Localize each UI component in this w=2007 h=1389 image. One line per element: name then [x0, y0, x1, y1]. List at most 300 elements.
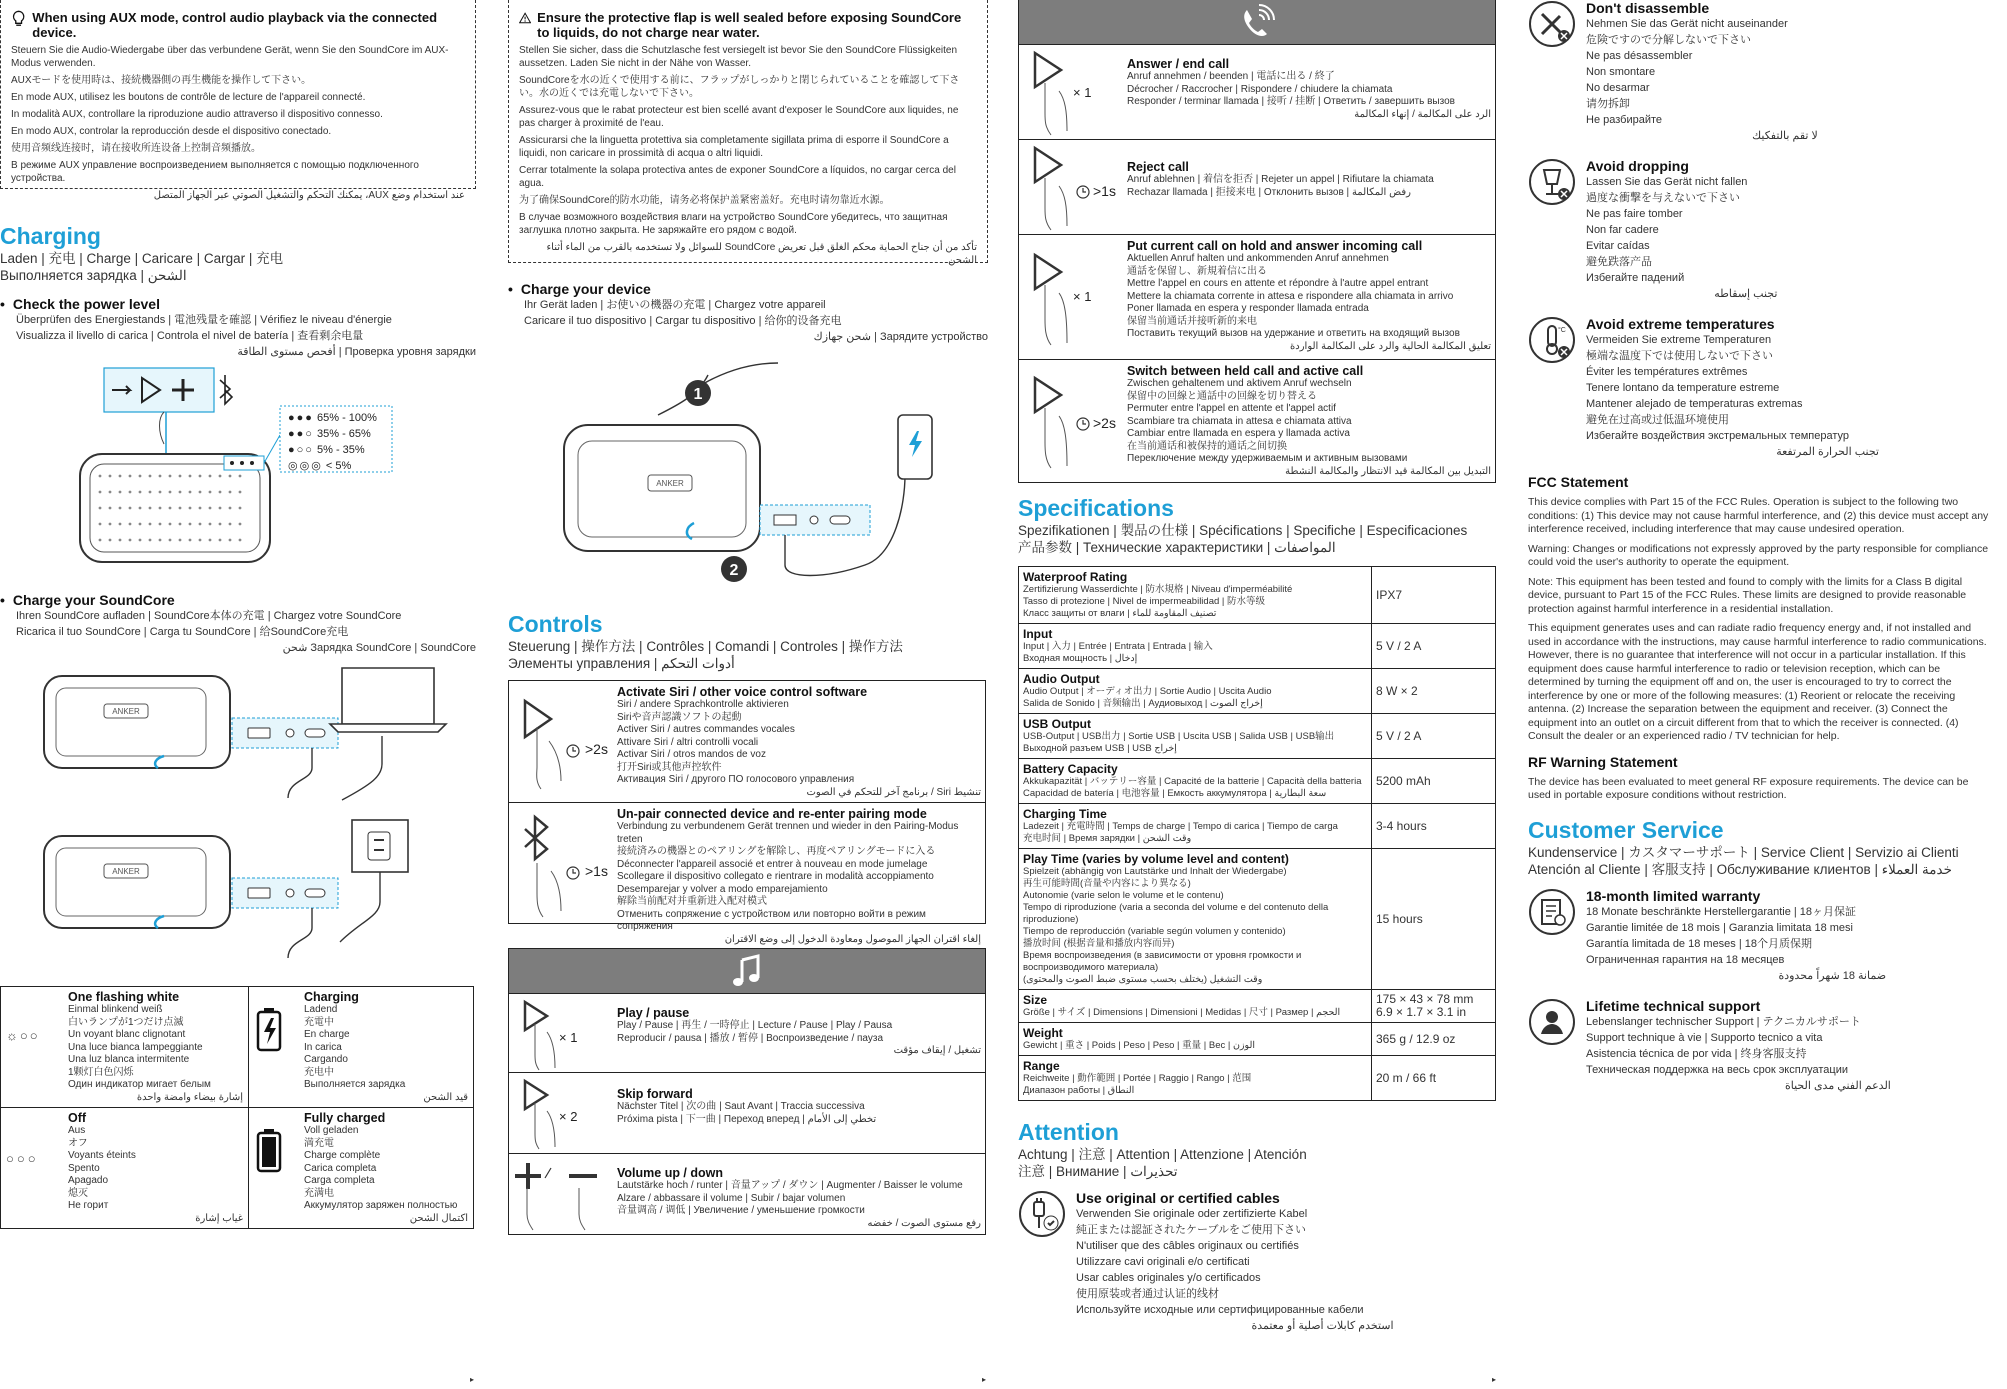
- translation-line: Visualizza il livello di carica | Controla el nivel de batería | 查看剩余电量: [16, 330, 364, 342]
- spec-row: [1019, 714, 1496, 759]
- music-controls-table: [508, 948, 986, 1235]
- translation-line: ضمانة 18 شهراً محدودة: [1778, 969, 1887, 982]
- call-controls-table: [1018, 0, 1496, 483]
- call-row-reject: [1019, 139, 1495, 234]
- spec-label-cell: [1019, 849, 1372, 990]
- phone-call-icon: [1237, 4, 1277, 40]
- warning-dropping-title: Avoid dropping: [1586, 158, 1689, 174]
- translation-line: Anruf ablehnen | 着信を拒否 | Rejeter un appel | Rifiutare la chiamata: [1127, 174, 1434, 185]
- translation-line: Zwischen gehaltenem und aktivem Anruf wechseln: [1127, 378, 1352, 389]
- specs-translations-1: Spezifikationen | 製品の仕様 | Spécifications | Specifiche | Especificaciones: [1018, 523, 1468, 538]
- spec-name: Audio Output: [1023, 672, 1100, 686]
- water-note-translations: [519, 44, 977, 267]
- level-2: 35% - 65%: [317, 428, 371, 440]
- translation-line: 白いランプが1つだけ点滅: [68, 1016, 184, 1028]
- specifications-title: Specifications: [1018, 495, 1174, 521]
- charging-translations-1: Laden | 充电 | Charge | Caricare | Cargar | 充电: [0, 251, 284, 266]
- warranty-certificate-icon: [1528, 888, 1576, 936]
- spec-row: [1019, 669, 1496, 714]
- spec-row: [1019, 849, 1496, 990]
- translation-line: 音量调高 / 调低 | Увеличение / уменьшение громкости: [617, 1205, 865, 1216]
- translation-line: Техническая поддержка на весь срок эксплуатации: [1586, 1063, 1848, 1076]
- translation-line: Lassen Sie das Gerät nicht fallen: [1586, 176, 1748, 188]
- translation-line: Lebenslanger technischer Support | テクニカルサポート: [1586, 1015, 1861, 1028]
- attention-title: Attention: [1018, 1119, 1119, 1145]
- charge-device-label: • Charge your device: [508, 281, 988, 297]
- control-row-siri: [509, 681, 985, 802]
- gesture-label: >1s: [1093, 183, 1116, 199]
- translation-line: Voll geladen: [304, 1125, 359, 1136]
- warning-disassemble-title: Don't disassemble: [1586, 0, 1710, 16]
- spec-translation: Reichweite | 動作範囲 | Portée | Raggio | Rango | 范围: [1023, 1073, 1252, 1084]
- spec-label-cell: [1019, 714, 1372, 759]
- translation-line: تأكد من أن جناح الحماية محكم الغلق قبل تعريض SoundCore للسوائل ولا تستخدمه بالقرب من الماء أثناء الشحن: [546, 242, 977, 266]
- translation-line: 避免在过高或过低温环境使用: [1586, 414, 1729, 426]
- translation-line: Scambiare tra chiamata in attesa e chiamata attiva: [1127, 415, 1352, 427]
- warranty-item: [1528, 888, 2003, 984]
- spec-value: 175 × 43 × 78 mm 6.9 × 1.7 × 3.1 in: [1372, 990, 1496, 1023]
- spec-translation: Salida de Sonido | 音频输出 | Аудиовыход | إخراج الصوت: [1023, 698, 1263, 709]
- spec-label-cell: [1019, 567, 1372, 624]
- fcc-paragraph: This device complies with Part 15 of the FCC Rules. Operation is subject to the following two conditions: (1) This device may not cause harmful interference, and (2) this device must accept any interference received, including interference that may cause undesired operation.: [1528, 496, 1989, 535]
- spec-translation: Größe | サイズ | Dimensions | Dimensioni | Medidas | 尺寸 | Размер | الحجم: [1023, 1007, 1341, 1018]
- svg-text:ANKER: ANKER: [112, 707, 140, 716]
- translation-line: 避免跌落产品: [1586, 256, 1652, 268]
- translation-line: 18 Monate beschränkte Herstellergarantie | 18ヶ月保証: [1586, 905, 1857, 918]
- cables-title: Use original or certified cables: [1076, 1190, 1280, 1206]
- speaker-laptop-charge: [44, 668, 446, 800]
- translation-line: Activer Siri / autres commandes vocales: [617, 724, 795, 735]
- translation-line: En modo AUX, controlar la reproducción desde el dispositivo conectado.: [11, 126, 332, 137]
- fcc-title: FCC Statement: [1528, 474, 1629, 490]
- led-dots-flash-icon: ◎◎◎: [288, 460, 323, 472]
- spec-translation: Gewicht | 重さ | Poids | Peso | Peso | 重量 | Вес | الوزن: [1023, 1040, 1255, 1051]
- translation-line: In modalità AUX, controllare la riproduzione audio attraverso il dispositivo connesso.: [11, 109, 383, 120]
- spec-translation: Ladezeit | 充電時間 | Temps de charge | Tempo di carica | Tiempo de carga: [1023, 821, 1338, 832]
- controls-title: Controls: [508, 611, 603, 637]
- translation-line: 保留当前通话并接听新的来电: [1127, 315, 1257, 327]
- spec-value: 8 W × 2: [1372, 669, 1496, 714]
- music-note-icon: [732, 954, 762, 988]
- translation-line: Desemparejar y volver a modo emparejamiento: [617, 883, 828, 895]
- translation-line: Зарядка SoundCore | SoundCore شحن: [282, 642, 476, 654]
- spec-translation: Autonomie (varie selon le volume et le contenu): [1023, 890, 1224, 901]
- svg-text:°C: °C: [1558, 327, 1566, 334]
- spec-row: [1019, 624, 1496, 669]
- spec-label-cell: [1019, 759, 1372, 804]
- warning-icon: [519, 10, 531, 26]
- translation-line: 充电中: [304, 1066, 334, 1078]
- fcc-paragraph: Warning: Changes or modifications not expressly approved by the party responsible for compliance could void the user's authority to operate the equipment.: [1528, 542, 1989, 568]
- warranty-title: 18-month limited warranty: [1586, 887, 1761, 904]
- led-flashing-icon: ☼○○: [6, 1028, 40, 1043]
- spec-translation: Tasso di protezione | Nivel de impermeabilidad | 防水等级: [1023, 596, 1266, 607]
- spec-value: IPX7: [1372, 567, 1496, 624]
- call-reject-title: Reject call: [1127, 160, 1189, 174]
- translation-line: Не горит: [68, 1200, 109, 1211]
- gesture-label: × 2: [559, 1109, 578, 1124]
- translation-line: Rechazar llamada | 拒接来电 | Отклонить вызов | رفض المكالمة: [1127, 186, 1411, 198]
- spec-name: Waterproof Rating: [1023, 570, 1128, 584]
- cable-icon: [1018, 1190, 1066, 1238]
- translation-line: Voyants éteints: [68, 1150, 136, 1161]
- lightbulb-icon: [11, 10, 26, 28]
- gesture-label: × 1: [1073, 289, 1092, 304]
- translation-line: Asistencia técnica de por vida | 终身客服支持: [1586, 1047, 1807, 1060]
- spec-translation: Capacidad de batería | 电池容量 | Емкость аккумулятора | سعة البطارية: [1023, 788, 1327, 799]
- translation-line: Aus: [68, 1125, 86, 1136]
- level-3: 5% - 35%: [317, 444, 365, 456]
- column-charging: [0, 0, 476, 1389]
- led-cell-one-flashing: [1, 987, 249, 1108]
- translation-line: Carica completa: [304, 1162, 377, 1174]
- charging-translations-2: Выполняется зарядка | الشحن: [0, 268, 187, 283]
- battery-full-icon: [250, 1109, 300, 1227]
- charging-title: Charging: [0, 223, 101, 249]
- translation-line: Spento: [68, 1162, 100, 1174]
- translation-line: اكتمال الشحن: [409, 1212, 468, 1224]
- translation-line: Cerrar totalmente la solapa protectiva antes de exponer SoundCore a líquidos, no cargar cerca del agua.: [519, 165, 956, 189]
- translation-line: Verbindung zu verbundenem Gerät trennen und wieder in den Pairing-Modus treten: [617, 821, 959, 845]
- spec-value: 3-4 hours: [1372, 804, 1496, 849]
- translation-line: 純正または認証されたケーブルをご使用下さい: [1076, 1224, 1307, 1236]
- column-controls: [508, 0, 988, 1389]
- translation-line: الدعم الفني مدى الحياة: [1784, 1079, 1891, 1092]
- fcc-paragraph: Note: This equipment has been tested and found to comply with the limits for a Class B digital device, pursuant to Part 15 of the FCC Rules. These limits are designed to provide reasonable protection against harmful interference in a residential installation.: [1528, 575, 1967, 615]
- translation-line: Tenere lontano da temperature estreme: [1586, 382, 1780, 394]
- specs-translations-2: 产品参数 | Технические характеристики | المواصفات: [1018, 540, 1336, 555]
- spec-name: Play Time (varies by volume level and content): [1023, 852, 1289, 866]
- spec-label-cell: [1019, 1023, 1372, 1056]
- translation-line: 在当前通话和被保持的通话之间切换: [1127, 440, 1287, 452]
- led-off-title: Off: [68, 1111, 87, 1125]
- translation-line: 充電中: [304, 1016, 334, 1028]
- translation-line: Используйте исходные или сертифицированные кабели: [1076, 1304, 1364, 1316]
- spec-value: 5 V / 2 A: [1372, 624, 1496, 669]
- spec-translation: Выходной разъем USB | USB إخراج: [1023, 743, 1177, 754]
- spec-translation: وقت التشغيل (يختلف بحسب مستوى ضبط الصوت والمحتوى): [1023, 974, 1263, 985]
- translation-line: オフ: [68, 1137, 88, 1149]
- translation-line: عند استخدام وضع AUX، يمكنك التحكم والتشغيل الصوتي عبر الجهاز المتصل: [153, 190, 465, 201]
- translation-line: Ne pas désassembler: [1586, 50, 1693, 62]
- spec-translation: Spielzeit (abhängig von Lautstärke und Inhalt der Wiedergabe): [1023, 866, 1287, 877]
- led-status-table: [0, 986, 474, 1229]
- controls-translations-2: Элементы управления | أدوات التحكم: [508, 656, 735, 671]
- spec-label-cell: [1019, 624, 1372, 669]
- translation-line: إشارة بيضاء وامضة واحدة: [136, 1091, 243, 1103]
- call-row-hold: [1019, 234, 1495, 359]
- power-level-figure: [0, 360, 476, 588]
- translation-line: 過度な衝撃を与えないで下さい: [1586, 192, 1740, 204]
- aux-note-translations: [11, 44, 465, 202]
- translation-line: Déconnecter l'appareil associé et entrer à nouveau en mode jumelage: [617, 858, 928, 870]
- call-answer-title: Answer / end call: [1127, 57, 1230, 71]
- translation-line: Carga completa: [304, 1175, 375, 1186]
- led-one-flashing-title: One flashing white: [68, 990, 180, 1004]
- water-note: [508, 0, 988, 266]
- translation-line: Избегайте воздействия экстремальных температур: [1586, 430, 1849, 442]
- translation-line: Un voyant blanc clignotant: [68, 1029, 186, 1040]
- translation-line: Alzare / abbassare il volume | Subir / bajar volumen: [617, 1192, 846, 1204]
- spec-name: Charging Time: [1023, 807, 1107, 821]
- translation-line: تجنب إسقاطه: [1714, 288, 1778, 300]
- spec-translation: Zertifizierung Wasserdichte | 防水規格 | Niveau d'imperméabilité: [1023, 584, 1293, 595]
- translation-line: Evitar caídas: [1586, 240, 1650, 252]
- translation-line: Cargando: [304, 1054, 348, 1065]
- translation-line: Apagado: [68, 1175, 109, 1186]
- translation-line: Utilizzare cavi originali e/o certificati: [1076, 1256, 1250, 1268]
- spec-translation: Время воспроизведения (в зависимости от уровня громкости и воспроизводимого материала): [1023, 950, 1302, 973]
- spec-translation: Akkukapazität | バッテリー容量 | Capacité de la batterie | Capacità della batteria: [1023, 776, 1362, 787]
- translation-line: Mettre l'appel en cours en attente et répondre à l'autre appel entrant: [1127, 278, 1429, 289]
- translation-line: Nehmen Sie das Gerät nicht auseinander: [1586, 18, 1788, 30]
- translation-line: 为了确保SoundCore的防水功能，请务必将保护盖紧密盖好。充电时请勿靠近水源。: [519, 195, 890, 206]
- translation-line: Mettere la chiamata corrente in attesa e rispondere alla chiamata in arrivo: [1127, 290, 1454, 302]
- translation-line: Próxima pista | 下一曲 | Переход вперед | تخطي إلى الأمام: [617, 1113, 877, 1125]
- translation-line: Cambiar entre llamada en espera y llamada activa: [1127, 428, 1350, 439]
- translation-line: Ограниченная гарантия на 18 месяцев: [1586, 953, 1785, 966]
- glass-icon: [1528, 158, 1576, 206]
- translation-line: Один индикатор мигает белым: [68, 1079, 211, 1090]
- aux-note-title: When using AUX mode, control audio playback via the connected device.: [32, 10, 438, 40]
- control-row-skip: [509, 1072, 985, 1153]
- translation-line: Ladend: [304, 1004, 338, 1015]
- translation-line: Ihr Gerät laden | お使いの機器の充電 | Chargez votre appareil: [524, 299, 826, 311]
- translation-line: استخدم كابلات أصلية أو معتمدة: [1251, 1320, 1394, 1332]
- spec-translation: Диапазон работы | النطاق: [1023, 1085, 1135, 1096]
- led-cell-off: [1, 1108, 249, 1229]
- translation-line: AUXモードを使用時は、接続機器側の再生機能を操作して下さい。: [11, 75, 312, 86]
- translation-line: Una luce bianca lampeggiante: [68, 1041, 203, 1053]
- spec-name: Battery Capacity: [1023, 762, 1118, 776]
- charge-soundcore-label: • Charge your SoundCore: [0, 592, 476, 608]
- spec-label-cell: [1019, 669, 1372, 714]
- warning-disassemble: [1528, 0, 2003, 144]
- attention-translations-1: Achtung | 注意 | Attention | Attenzione | Atención: [1018, 1147, 1307, 1162]
- translation-line: En charge: [304, 1029, 350, 1040]
- spec-name: Weight: [1023, 1026, 1063, 1040]
- spec-row: [1019, 1056, 1496, 1101]
- led-full-title: Fully charged: [304, 1111, 386, 1125]
- spec-value: 365 g / 12.9 oz: [1372, 1023, 1496, 1056]
- customer-service-title: Customer Service: [1528, 816, 1724, 843]
- spec-translation: 充电时间 | Время зарядки | وقت الشحن: [1023, 833, 1192, 844]
- speaker-adapter-charge: [44, 820, 408, 958]
- aux-note: [0, 0, 476, 201]
- translation-line: 请勿拆卸: [1586, 98, 1630, 110]
- control-row-volume: [509, 1153, 985, 1234]
- translation-line: Éviter les températures extrêmes: [1586, 366, 1748, 378]
- translation-line: Verwenden Sie originale oder zertifizierte Kabel: [1076, 1208, 1308, 1220]
- spec-translation: 再生可能時間(音量や内容により異なる): [1023, 878, 1191, 889]
- translation-line: رفع مستوى الصوت / خفضه: [867, 1217, 981, 1229]
- translation-line: Lautstärke hoch / runter | 音量アップ / ダウン | Augmenter / Baisser le volume: [617, 1180, 963, 1191]
- translation-line: Активация Siri / другого ПО голосового управления: [617, 774, 855, 785]
- spec-name: USB Output: [1023, 717, 1091, 731]
- support-person-icon: [1528, 998, 1576, 1046]
- led-dots-two-icon: ●●○: [288, 428, 314, 440]
- translation-line: 打开Siri或其他声控软件: [617, 761, 722, 773]
- translation-line: SoundCoreを水の近くで使用する前に、フラップがしっかりと閉じられていることを確認して下さい。水の近くでは充電しないで下さい。: [519, 75, 960, 99]
- translation-line: Не разбирайте: [1586, 114, 1663, 126]
- control-row-play-pause: [509, 993, 985, 1072]
- control-siri-title: Activate Siri / other voice control software: [617, 685, 868, 699]
- translation-line: 使用音频线连接时，请在接收所连设备上控制音频播放。: [11, 143, 261, 154]
- voice-controls-table: [508, 680, 986, 945]
- control-row-unpair: [509, 802, 985, 945]
- spec-label-cell: [1019, 804, 1372, 849]
- spec-translation: 播放时间 (根据音量和播放内容而异): [1023, 938, 1175, 949]
- page-marker: ▸: [1492, 1375, 1497, 1384]
- translation-line: 満充電: [304, 1137, 334, 1149]
- translation-line: Аккумулятор заряжен полностью: [304, 1200, 458, 1211]
- warning-temperature: [1528, 316, 2003, 460]
- translation-line: Siri / andere Sprachkontrolle aktivieren: [617, 699, 789, 710]
- warning-dropping: [1528, 158, 2003, 302]
- fcc-paragraph: This equipment generates uses and can radiate radio frequency energy and, if not installed and used in accordance with the instructions, may cause harmful interference to radio communications. However, there is no guarantee that interference will not occur in a particular installation. If this equipment does cause harmful interference to radio or television reception, which can be determined by turning the equipment off and on, the user is encouraged to try to correct the interference by one or more of the following measures: (1) Reorient or relocate the receiving antenna. (2) Increase the separation between the equipment and receiver. (3) Connect the equipment into an outlet on a circuit different from that to which the receiver is connected. (4) Consult the dealer or an experienced radio / TV technician for help.: [1528, 622, 1987, 742]
- translation-line: 極端な温度下では使用しないで下さい: [1586, 350, 1773, 362]
- charge-soundcore-translations: [16, 608, 476, 656]
- spec-value: 5200 mAh: [1372, 759, 1496, 804]
- spec-row: [1019, 804, 1496, 849]
- support-item: [1528, 998, 2003, 1094]
- call-row-switch: [1019, 359, 1495, 482]
- translation-line: 解除当前配对并重新进入配对模式: [617, 896, 767, 907]
- music-header: [509, 949, 985, 993]
- translation-line: تشغيل / إيقاف مؤقت: [893, 1045, 981, 1056]
- translation-line: الرد على المكالمة / إنهاء المكالمة: [1354, 108, 1491, 120]
- spec-row: [1019, 759, 1496, 804]
- translation-line: Poner llamada en espera y responder llamada entrada: [1127, 303, 1369, 314]
- translation-line: Переключение между удерживаемым и активным вызовами: [1127, 453, 1408, 464]
- translation-line: Assicurarsi che la linguetta protettiva sia completamente sigillata prima di esporre il SoundCore a liquidi, non caricare in prossimità di acqua o altri liquidi.: [519, 135, 949, 159]
- call-header: [1019, 0, 1495, 44]
- speaker-top-illustration: [0, 360, 476, 588]
- translation-line: إلغاء اقتران الجهاز الموصول ومعاودة الدخول إلى وضع الاقتران: [724, 933, 981, 945]
- translation-line: Garantía limitada de 18 meses | 18个月质保期: [1586, 937, 1813, 950]
- step-1-label: 1: [693, 386, 703, 403]
- translation-line: Проверка уровня зарядки | أفحص مستوى الطاقة: [237, 346, 476, 358]
- spec-translation: Tempo di riproduzione (varia a seconda del volume e del contenuto della riproduzione): [1023, 902, 1329, 925]
- translation-line: Ricarica il tuo SoundCore | Carga tu SoundCore | 给SoundCore充电: [16, 626, 349, 638]
- spec-row: [1019, 990, 1496, 1023]
- translation-line: Non far cadere: [1586, 224, 1659, 236]
- charge-device-illustration: [508, 345, 988, 605]
- translation-line: Attivare Siri / altri controlli vocali: [617, 736, 759, 748]
- svg-text:ANKER: ANKER: [112, 867, 140, 876]
- translation-line: Support technique à vie | Supporto tecnico a vita: [1586, 1031, 1823, 1044]
- translation-line: Una luz blanca intermitente: [68, 1054, 190, 1065]
- check-power-label: • Check the power level: [0, 296, 476, 312]
- translation-line: التبديل بين المكالمة قيد الانتظار والمكالمة النشطة: [1285, 465, 1491, 477]
- fcc-statement: [1528, 496, 1992, 744]
- translation-line: Permuter entre l'appel en attente et l'appel actif: [1127, 403, 1336, 414]
- call-hold-title: Put current call on hold and answer incoming call: [1127, 239, 1423, 253]
- spec-value: 5 V / 2 A: [1372, 714, 1496, 759]
- spec-translation: Audio Output | オーディオ出力 | Sortie Audio | Uscita Audio: [1023, 686, 1272, 697]
- translation-line: 使用原装或者通过认证的线材: [1076, 1288, 1219, 1300]
- translation-line: 接続済みの機器とのペアリングを解除し、再度ペアリングモードに入る: [617, 846, 936, 857]
- gesture-label: × 1: [1073, 85, 1092, 100]
- spec-name: Range: [1023, 1059, 1060, 1073]
- translation-line: Отменить сопряжение с устройством или повторно войти в режим сопряжения: [617, 908, 926, 932]
- control-skip-title: Skip forward: [617, 1087, 693, 1101]
- spec-translation: Tiempo de reproducción (variable según volumen y contenido): [1023, 926, 1286, 937]
- translation-line: В режиме AUX управление воспроизведением выполняется с помощью подключенного устройства.: [11, 160, 419, 184]
- wrench-icon: [1528, 0, 1576, 48]
- call-row-answer: [1019, 44, 1495, 139]
- control-volume-title: Volume up / down: [617, 1166, 724, 1180]
- spec-value: 15 hours: [1372, 849, 1496, 990]
- thermometer-icon: [1528, 316, 1576, 364]
- translation-line: Caricare il tuo dispositivo | Cargar tu dispositivo | 给你的设备充电: [524, 315, 842, 327]
- column-warnings-service: [1528, 0, 2003, 1389]
- translation-line: Nächster Titel | 次の曲 | Saut Avant | Traccia successiva: [617, 1101, 865, 1112]
- gesture-label: >1s: [585, 863, 608, 879]
- led-cell-fully-charged: [249, 1108, 474, 1229]
- page-marker: ▸: [982, 1375, 987, 1384]
- translation-line: Поставить текущий вызов на удержание и ответить на входящий вызов: [1127, 328, 1460, 339]
- translation-line: تعليق المكالمة الحالية والرد على المكالمة الواردة: [1290, 340, 1491, 352]
- translation-line: Зарядите устройство | شحن جهازك: [813, 331, 988, 343]
- control-unpair-title: Un-pair connected device and re-enter pairing mode: [617, 807, 927, 821]
- level-4: < 5%: [325, 460, 352, 472]
- spec-translation: Input | 入力 | Entrée | Entrata | Entrada | 输入: [1023, 641, 1213, 652]
- spec-translation: Класс защиты от влаги | تصنيف المقاومة للماء: [1023, 608, 1217, 619]
- controls-translations-1: Steuerung | 操作方法 | Contrôles | Comandi | Controles | 操作方法: [508, 639, 903, 654]
- translation-line: Décrocher / Raccrocher | Rispondere / chiudere la chiamata: [1127, 83, 1393, 95]
- call-switch-title: Switch between held call and active call: [1127, 364, 1364, 378]
- warning-temperature-title: Avoid extreme temperatures: [1586, 316, 1775, 332]
- translation-line: Responder / terminar llamada | 接听 / 挂断 | Ответить / завершить вызов: [1127, 96, 1455, 107]
- translation-line: Aktuellen Anruf halten und ankommenden Anruf annehmen: [1127, 253, 1389, 264]
- gesture-label: >2s: [1093, 415, 1116, 431]
- translation-line: Избегайте падений: [1586, 272, 1685, 284]
- translation-line: غياب إشارة: [195, 1212, 243, 1224]
- battery-levels: [288, 410, 377, 474]
- translation-line: Steuern Sie die Audio-Wiedergabe über das verbundene Gerät, wenn Sie den SoundCore im AUX-Modus verwenden.: [11, 45, 449, 69]
- translation-line: В случае возможного воздействия влаги на устройство SoundCore убедитесь, что защитная заглушка плотно закрыта. Не заряжайте его рядом с водой.: [519, 212, 948, 236]
- cables-warning: [1018, 1190, 1498, 1334]
- column-calls-specs: [1018, 0, 1498, 1389]
- step-2-label: 2: [729, 562, 739, 579]
- led-off-icon: ○○○: [6, 1151, 39, 1166]
- check-power-translations: [16, 312, 476, 360]
- specifications-table: [1018, 566, 1496, 1101]
- volume-plus-minus-icon: [509, 1154, 617, 1234]
- translation-line: Vermeiden Sie extreme Temperaturen: [1586, 334, 1772, 346]
- translation-line: Einmal blinkend weiß: [68, 1004, 163, 1015]
- translation-line: Ihren SoundCore aufladen | SoundCore本体の充電 | Chargez votre SoundCore: [16, 610, 402, 622]
- led-cell-charging: [249, 987, 474, 1108]
- charge-device-translations: [524, 297, 988, 345]
- translation-line: Siriや音声認識ソフトの起動: [617, 711, 742, 723]
- svg-text:ANKER: ANKER: [656, 479, 684, 488]
- spec-value: 20 m / 66 ft: [1372, 1056, 1496, 1101]
- translation-line: 保留中の回線と通話中の回線を切り替える: [1127, 390, 1317, 402]
- translation-line: تنشيط Siri / برنامج آخر للتحكم في الصوت: [806, 786, 981, 798]
- attention-translations-2: 注意 | Внимание | تحذيرات: [1018, 1164, 1178, 1179]
- translation-line: Überprüfen des Energiestands | 電池残量を確認 | Vérifiez le niveau d'énergie: [16, 314, 392, 326]
- translation-line: Play / Pause | 再生 / 一時停止 | Lecture / Pause | Play / Pausa: [617, 1020, 893, 1031]
- spec-name: Input: [1023, 627, 1053, 641]
- translation-line: تجنب الحرارة المرتفعة: [1776, 446, 1879, 458]
- spec-name: Size: [1023, 993, 1048, 1007]
- translation-line: En mode AUX, utilisez les boutons de contrôle de lecture de l'appareil connecté.: [11, 92, 366, 103]
- led-charging-title: Charging: [304, 990, 359, 1004]
- page-marker: ▸: [470, 1375, 475, 1384]
- gesture-label: × 1: [559, 1030, 578, 1045]
